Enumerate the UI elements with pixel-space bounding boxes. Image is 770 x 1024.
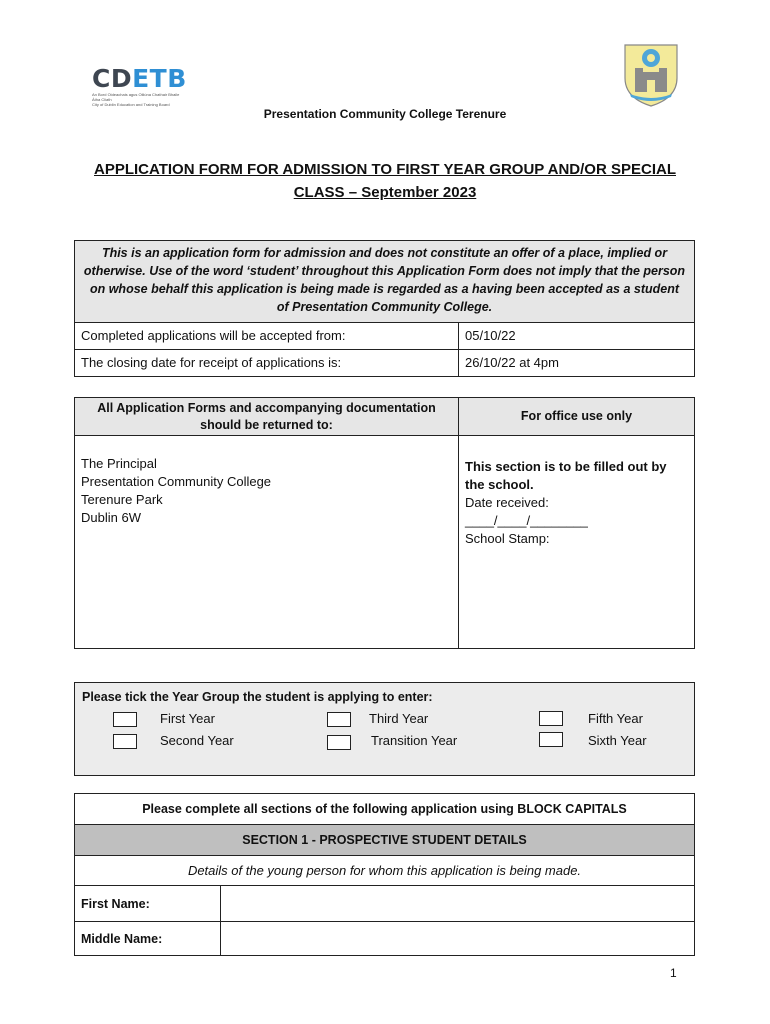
year-group-question: Please tick the Year Group the student is applying to enter: <box>82 690 433 704</box>
college-crest-icon <box>622 42 680 108</box>
college-name: Presentation Community College Terenure <box>263 107 507 121</box>
office-section <box>459 436 694 548</box>
return-address-column <box>75 398 459 648</box>
section1-box <box>74 793 695 956</box>
label-third-year: Third Year <box>369 711 429 726</box>
middle-name-field[interactable] <box>221 922 694 955</box>
middle-name-row <box>75 922 694 955</box>
date-received-field[interactable]: ____/____/________ <box>465 513 588 528</box>
block-capitals-instruction: Please complete all sections of the following application using BLOCK CAPITALS <box>75 794 694 825</box>
return-heading: All Application Forms and accompanying documentation should be returned to: <box>75 398 458 436</box>
first-name-label: First Name: <box>75 886 221 921</box>
first-name-field[interactable] <box>221 886 694 921</box>
checkbox-second-year[interactable] <box>113 734 137 749</box>
checkbox-third-year[interactable] <box>327 712 351 727</box>
cdetb-subtitle: An Bord Oideachais agus Oiliúna Chathair Bhaile Átha Cliath City of Dublin Education and Training Board <box>92 92 180 107</box>
cdetb-wordmark: CDETB <box>92 64 187 93</box>
intro-text: This is an application form for admission and does not constitute an offer of a place, implied or otherwise. Use of the word ‘student’ throughout this Application Form does not imply that the person on whose behalf this application is being made is regarded as a having been accepted as a student of Presentation Community College. <box>75 241 694 323</box>
label-fifth-year: Fifth Year <box>588 711 643 726</box>
cdetb-logo <box>92 66 187 110</box>
section1-heading: SECTION 1 - PROSPECTIVE STUDENT DETAILS <box>75 825 694 856</box>
label-transition-year: Transition Year <box>371 733 458 748</box>
first-name-row <box>75 886 694 922</box>
closing-date-label: The closing date for receipt of applications is: <box>75 350 459 376</box>
closing-date-row <box>75 350 694 376</box>
year-group-box <box>74 682 695 776</box>
checkbox-sixth-year[interactable] <box>539 732 563 747</box>
label-first-year: First Year <box>160 711 215 726</box>
page-number: 1 <box>670 966 677 980</box>
section1-subheading: Details of the young person for whom this application is being made. <box>75 856 694 886</box>
checkbox-first-year[interactable] <box>113 712 137 727</box>
return-office-box <box>74 397 695 649</box>
checkbox-transition-year[interactable] <box>327 735 351 750</box>
form-title: APPLICATION FORM FOR ADMISSION TO FIRST YEAR GROUP AND/OR SPECIAL CLASS – September 2023 <box>94 161 676 201</box>
return-address: The Principal Presentation Community College Terenure Park Dublin 6W <box>81 456 272 525</box>
office-note: This section is to be filled out by the school. <box>465 459 667 492</box>
middle-name-label: Middle Name: <box>75 922 221 955</box>
school-stamp-label: School Stamp: <box>465 531 550 546</box>
label-second-year: Second Year <box>160 733 234 748</box>
accept-from-row <box>75 323 694 350</box>
checkbox-fifth-year[interactable] <box>539 711 563 726</box>
accept-from-label: Completed applications will be accepted from: <box>75 323 459 349</box>
label-sixth-year: Sixth Year <box>588 733 647 748</box>
closing-date-value: 26/10/22 at 4pm <box>465 355 559 370</box>
intro-box <box>74 240 695 377</box>
date-received-label: Date received: <box>465 495 549 510</box>
office-heading: For office use only <box>459 398 694 436</box>
office-use-column <box>459 398 694 648</box>
accept-from-value: 05/10/22 <box>465 328 516 343</box>
